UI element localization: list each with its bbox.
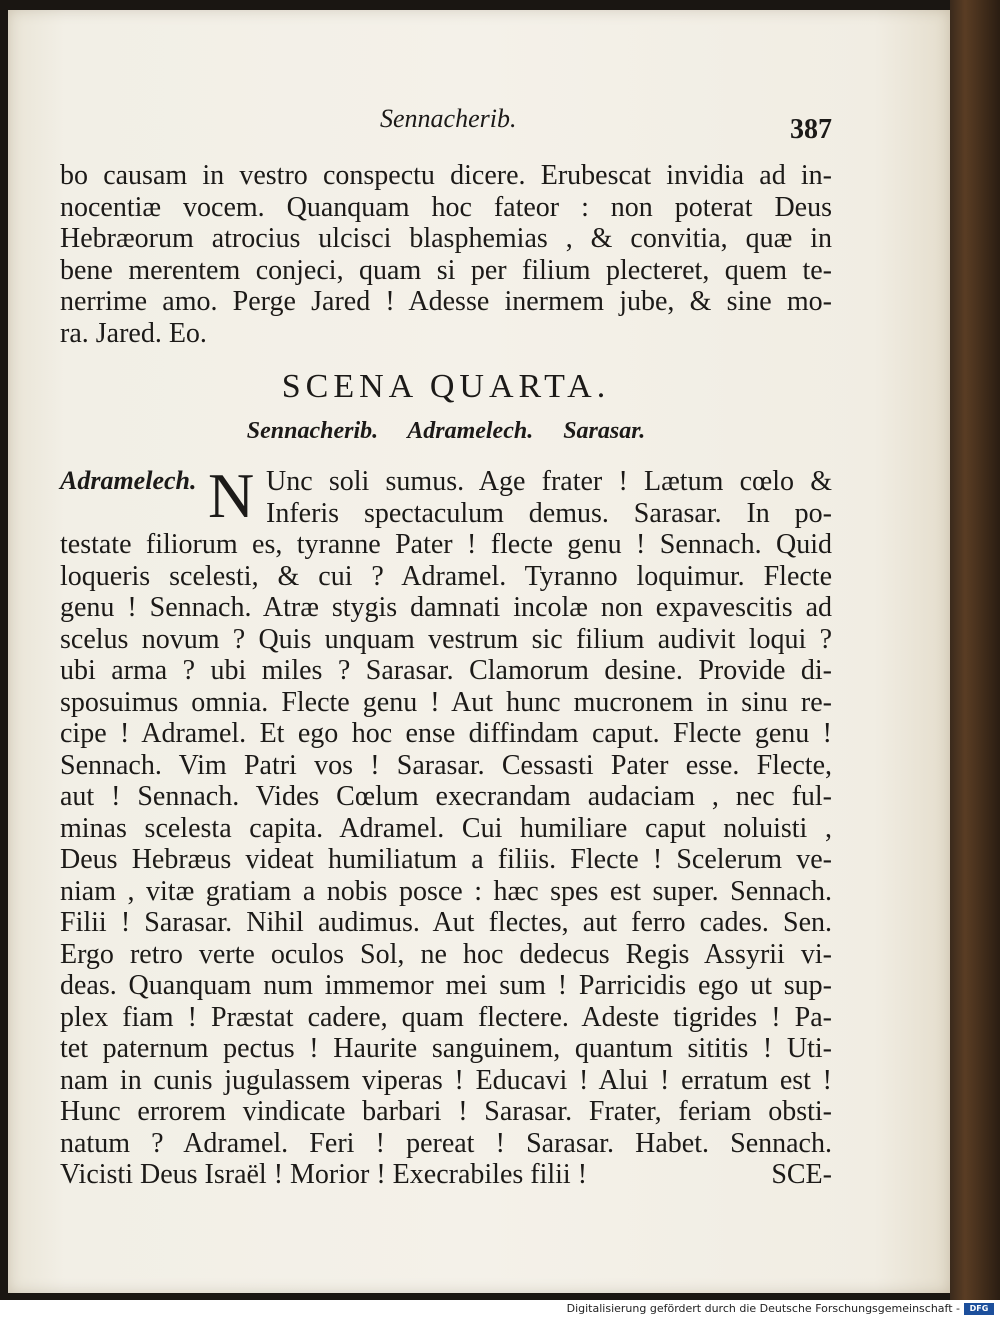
text-line: nerrime amo. Perge Jared ! Adesse inermem jube, & sine mo- xyxy=(60,286,832,317)
text-line: aut ! Sennach. Vides Cœlum execrandam audaciam , nec ful- xyxy=(60,781,832,812)
text-line: Deus Hebræus videat humiliatum a filiis. Flecte ! Scelerum ve- xyxy=(60,844,832,875)
text-line: niam , vitæ gratiam a nobis posce : hæc spes est super. Sennach. xyxy=(60,875,832,907)
text-line: nocentiæ vocem. Quanquam hoc fateor : non poterat Deus xyxy=(60,191,832,223)
text-block-2 xyxy=(60,460,832,1191)
text-line: deas. Quanquam num immemor mei sum ! Parricidis ego ut sup- xyxy=(60,970,832,1001)
text-line: genu ! Sennach. Atræ stygis damnati incolæ non expavescitis ad xyxy=(60,592,832,623)
text-line: Filii ! Sarasar. Nihil audimus. Aut flectes, aut ferro cades. Sen. xyxy=(60,907,832,938)
speaker-label: Adramelech. xyxy=(60,466,197,495)
page-number: 387 xyxy=(790,114,832,145)
text-line: Unc soli sumus. Age frater ! Lætum cœlo & xyxy=(266,466,832,497)
text-line: plex fiam ! Præstat cadere, quam flectere. Adeste tigrides ! Pa- xyxy=(60,1001,832,1033)
last-line-row xyxy=(60,1159,832,1191)
text-line: Hunc errorem vindicate barbari ! Sarasar. Frater, feriam obsti- xyxy=(60,1096,832,1127)
catchword: SCE- xyxy=(771,1159,832,1190)
text-line: bene merentem conjeci, quam si per filium plecteret, quem te- xyxy=(60,254,832,286)
running-title: Sennacherib. xyxy=(380,104,517,133)
text-block-1 xyxy=(60,160,832,349)
text-line: scelus novum ? Quis unquam vestrum sic filium audivit loqui ? xyxy=(60,623,832,655)
text-line: natum ? Adramel. Feri ! pereat ! Sarasar. Habet. Sennach. xyxy=(60,1127,832,1159)
text-line: minas scelesta capita. Adramel. Cui humiliare caput noluisti , xyxy=(60,812,832,844)
text-line: Sennach. Vim Patri vos ! Sarasar. Cessasti Pater esse. Flecte, xyxy=(60,749,832,781)
text-line: cipe ! Adramel. Et ego hoc ense diffindam caput. Flecte genu ! xyxy=(60,718,832,749)
text-line: nam in cunis jugulassem viperas ! Educavi ! Alui ! erratum est ! xyxy=(60,1064,832,1096)
scene-title: SCENA QUARTA. xyxy=(281,368,611,405)
book-spine xyxy=(950,0,1000,1300)
text-line: ubi arma ? ubi miles ? Sarasar. Clamorum desine. Provide di- xyxy=(60,655,832,686)
text-line: bo causam in vestro conspectu dicere. Erubescat invidia ad in- xyxy=(60,160,832,191)
footer-credit: Digitalisierung gefördert durch die Deutsche Forschungsgemeinschaft - xyxy=(566,1302,960,1315)
text-line: loqueris scelesti, & cui ? Adramel. Tyranno loquimur. Flecte xyxy=(60,560,832,592)
text-line: Inferis spectaculum demus. Sarasar. In po- xyxy=(266,497,832,529)
drop-cap: N xyxy=(208,460,255,531)
text-line: Vicisti Deus Israël ! Morior ! Execrabiles filii ! xyxy=(60,1159,588,1190)
digitization-footer xyxy=(0,1300,1000,1319)
dfg-logo: DFG xyxy=(964,1303,994,1315)
text-line: tet paternum pectus ! Haurite sanguinem, quantum sititis ! Uti- xyxy=(60,1033,832,1064)
text-line: ra. Jared. Eo. xyxy=(60,317,207,349)
text-line: sposuimus omnia. Flecte genu ! Aut hunc mucronem in sinu re- xyxy=(60,686,832,718)
dramatis-personae: Sennacherib. Adramelech. Sarasar. xyxy=(246,418,646,444)
text-line: Ergo retro verte oculos Sol, ne hoc dedecus Regis Assyrii vi- xyxy=(60,938,832,970)
text-line: testate filiorum es, tyranne Pater ! flecte genu ! Sennach. Quid xyxy=(60,529,832,560)
text-line: Hebræorum atrocius ulcisci blasphemias , & convitia, quæ in xyxy=(60,223,832,254)
running-head xyxy=(60,104,832,144)
